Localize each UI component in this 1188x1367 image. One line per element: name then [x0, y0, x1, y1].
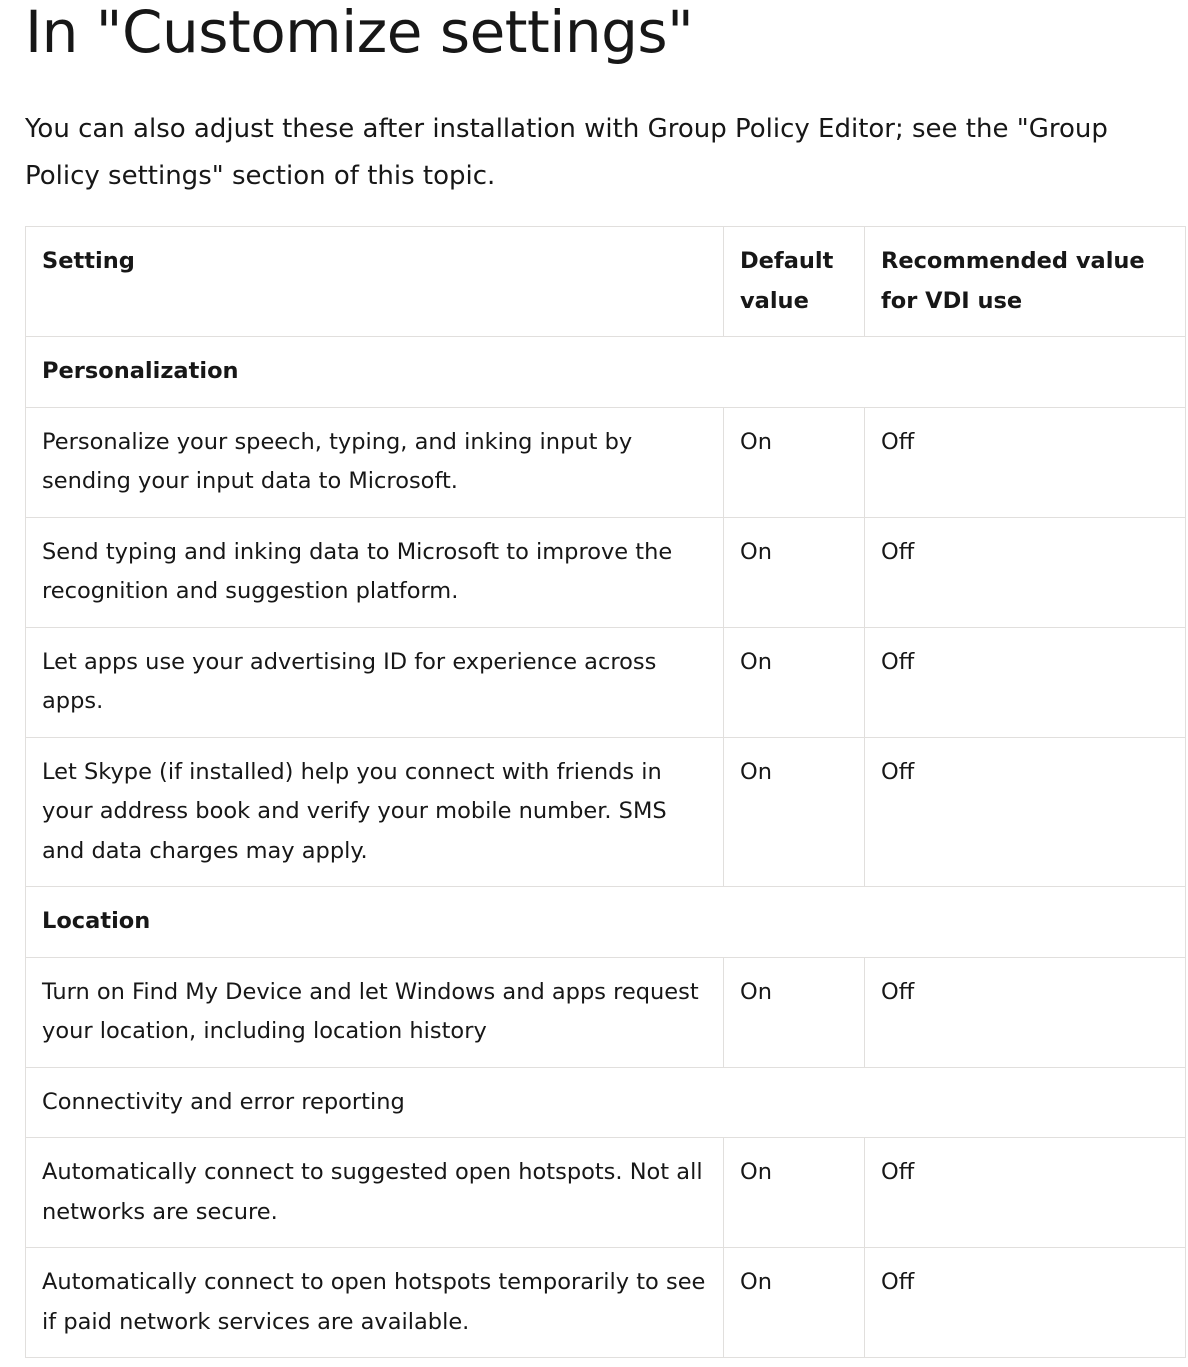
setting-cell: Send typing and inking data to Microsoft to improve the recognition and suggestion platform. [26, 517, 724, 627]
default-value-cell: On [724, 1138, 865, 1248]
table-row [26, 627, 1186, 737]
section-label: Connectivity and error reporting [26, 1067, 1186, 1138]
settings-table [25, 226, 1186, 1358]
recommended-value-cell: Off [865, 957, 1186, 1067]
table-row [26, 1138, 1186, 1248]
default-value-cell: On [724, 407, 865, 517]
header-setting: Setting [26, 227, 724, 337]
table-row [26, 517, 1186, 627]
header-recommended-value: Recommended value for VDI use [865, 227, 1186, 337]
table-row [26, 1248, 1186, 1358]
setting-cell: Let Skype (if installed) help you connect with friends in your address book and verify your mobile number. SMS and data charges may apply. [26, 737, 724, 887]
page-title: In "Customize settings" [25, 0, 694, 66]
default-value-cell: On [724, 737, 865, 887]
header-default-value: Default value [724, 227, 865, 337]
recommended-value-cell: Off [865, 627, 1186, 737]
recommended-value-cell: Off [865, 407, 1186, 517]
table-row [26, 737, 1186, 887]
default-value-cell: On [724, 517, 865, 627]
section-row-connectivity [26, 1067, 1186, 1138]
table-row [26, 957, 1186, 1067]
setting-cell: Automatically connect to suggested open hotspots. Not all networks are secure. [26, 1138, 724, 1248]
table-row [26, 407, 1186, 517]
section-row-location [26, 887, 1186, 958]
recommended-value-cell: Off [865, 737, 1186, 887]
setting-cell: Automatically connect to open hotspots temporarily to see if paid network services are available. [26, 1248, 724, 1358]
intro-paragraph: You can also adjust these after installation with Group Policy Editor; see the "Group Policy settings" section of this topic. [25, 114, 1108, 191]
section-row-personalization [26, 337, 1186, 408]
setting-cell: Turn on Find My Device and let Windows and apps request your location, including location history [26, 957, 724, 1067]
default-value-cell: On [724, 627, 865, 737]
setting-cell: Personalize your speech, typing, and inking input by sending your input data to Microsoft. [26, 407, 724, 517]
section-label: Personalization [26, 337, 1186, 408]
default-value-cell: On [724, 957, 865, 1067]
section-label: Location [26, 887, 1186, 958]
setting-cell: Let apps use your advertising ID for experience across apps. [26, 627, 724, 737]
default-value-cell: On [724, 1248, 865, 1358]
recommended-value-cell: Off [865, 517, 1186, 627]
recommended-value-cell: Off [865, 1138, 1186, 1248]
recommended-value-cell: Off [865, 1248, 1186, 1358]
table-header-row [26, 227, 1186, 337]
